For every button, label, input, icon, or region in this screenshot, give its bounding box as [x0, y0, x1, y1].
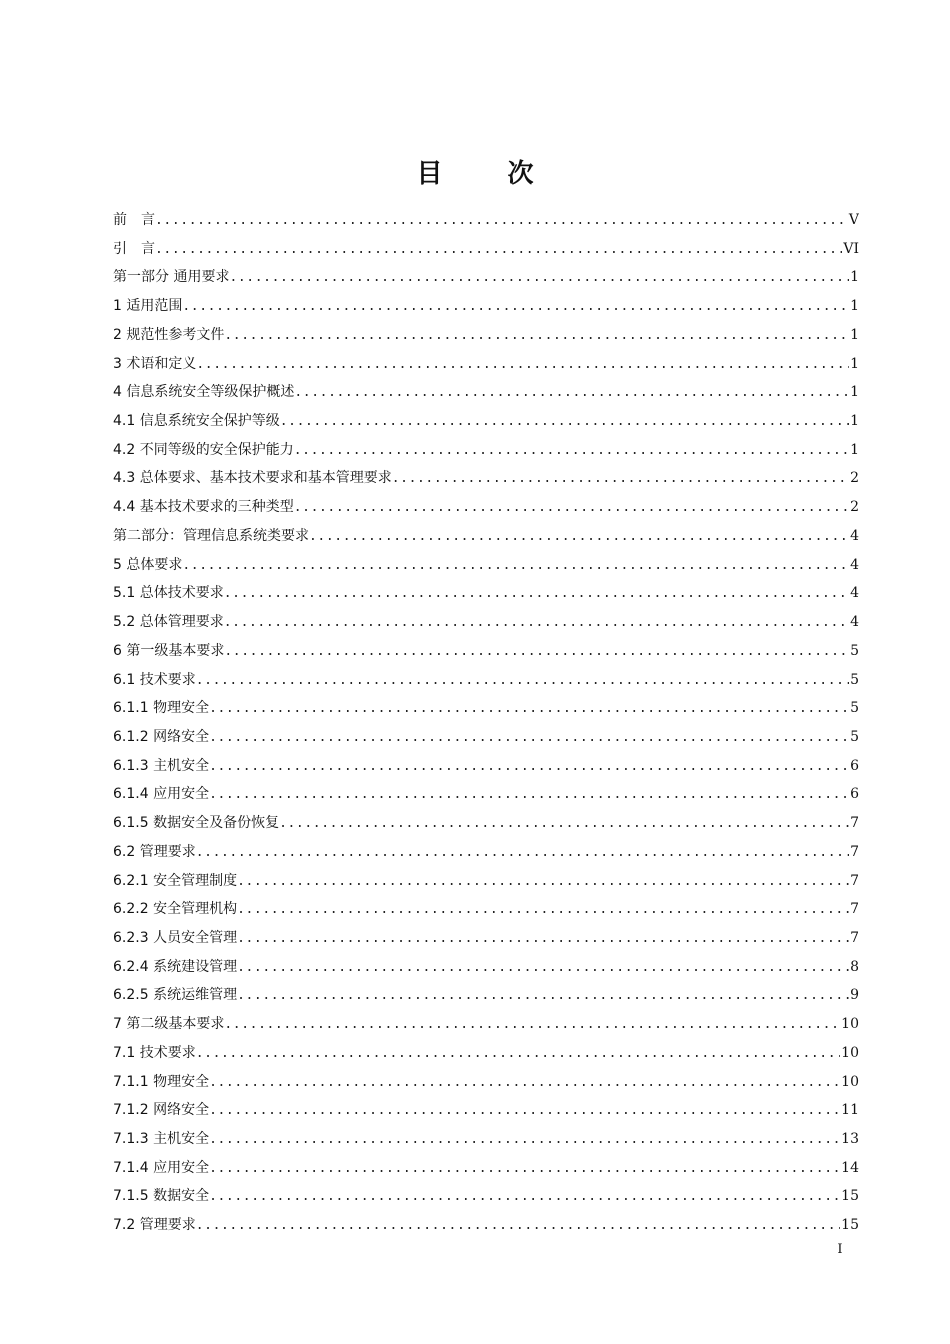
toc-dot-leader — [209, 753, 849, 781]
toc-entry-page: 7 — [850, 901, 859, 918]
page-title: 目 次 — [416, 159, 562, 190]
toc-dot-leader — [392, 465, 849, 493]
toc-entry[interactable] — [113, 809, 859, 838]
table-of-contents — [113, 206, 859, 1240]
toc-entry-page: 1 — [850, 326, 859, 343]
toc-dot-leader — [237, 954, 849, 982]
toc-dot-leader — [209, 724, 849, 752]
toc-entry-page: 7 — [850, 843, 859, 860]
toc-entry-page: 1 — [850, 355, 859, 372]
toc-entry-page: 1 — [850, 269, 859, 286]
toc-entry[interactable] — [113, 263, 859, 292]
toc-entry[interactable] — [113, 694, 859, 723]
toc-entry-label: 7.1.3 主机安全 — [113, 1131, 210, 1147]
toc-entry-label: 5 总体要求 — [113, 556, 183, 573]
toc-entry-page: 4 — [850, 527, 859, 544]
toc-entry-label: 6.1 技术要求 — [113, 671, 196, 688]
toc-entry-label: 6.2.4 系统建设管理 — [113, 958, 238, 975]
toc-entry[interactable] — [113, 436, 859, 465]
toc-dot-leader — [294, 494, 849, 522]
toc-entry-label: 4.4 基本技术要求的三种类型 — [113, 499, 294, 516]
toc-entry[interactable] — [113, 752, 859, 781]
toc-entry[interactable] — [113, 637, 859, 666]
toc-entry-page: 5 — [850, 642, 859, 659]
page-number: I — [837, 1242, 843, 1257]
toc-entry[interactable] — [113, 1182, 859, 1211]
toc-entry-page: 5 — [850, 728, 859, 745]
toc-entry-page: 1 — [850, 413, 859, 430]
toc-entry-label: 6.2.1 安全管理制度 — [113, 872, 238, 889]
toc-entry-label: 6.1.1 物理安全 — [113, 700, 210, 717]
toc-entry[interactable] — [113, 1125, 859, 1154]
toc-entry-label: 7.1.1 物理安全 — [113, 1073, 210, 1090]
toc-dot-leader — [196, 839, 849, 867]
toc-entry-page: 14 — [841, 1159, 859, 1176]
toc-dot-leader — [237, 896, 849, 924]
toc-entry-page: 6 — [850, 757, 859, 774]
toc-entry-page: 5 — [850, 671, 859, 688]
toc-dot-leader — [224, 322, 849, 350]
toc-dot-leader — [224, 1011, 840, 1039]
toc-dot-leader — [155, 236, 842, 264]
toc-dot-leader — [229, 264, 849, 292]
toc-entry[interactable] — [113, 608, 859, 637]
toc-dot-leader — [224, 638, 849, 666]
toc-entry-label: 7.1.4 应用安全 — [113, 1159, 210, 1176]
toc-dot-leader — [209, 1097, 840, 1125]
toc-entry[interactable] — [113, 666, 859, 695]
toc-entry-label: 3 术语和定义 — [113, 355, 197, 372]
toc-entry[interactable] — [113, 1039, 859, 1068]
toc-entry-label: 6.2.5 系统运维管理 — [113, 987, 238, 1004]
toc-entry[interactable] — [113, 206, 859, 235]
toc-entry-page: 8 — [850, 958, 859, 975]
toc-entry[interactable] — [113, 1154, 859, 1183]
toc-entry[interactable] — [113, 867, 859, 896]
toc-entry[interactable] — [113, 551, 859, 580]
toc-entry-page: 1 — [850, 384, 859, 401]
toc-entry-page: 15 — [841, 1188, 859, 1205]
toc-entry-page: 5 — [850, 700, 859, 717]
toc-entry-label: 7 第二级基本要求 — [113, 1016, 225, 1033]
toc-entry-page: VI — [843, 240, 859, 257]
toc-dot-leader — [209, 695, 849, 723]
toc-entry[interactable] — [113, 924, 859, 953]
toc-entry[interactable] — [113, 522, 859, 551]
toc-dot-leader — [209, 1069, 840, 1097]
toc-entry-label: 4 信息系统安全等级保护概述 — [113, 384, 295, 401]
toc-entry-label: 7.1.5 数据安全 — [113, 1188, 210, 1205]
toc-entry-page: 6 — [850, 786, 859, 803]
toc-entry[interactable] — [113, 1096, 859, 1125]
toc-entry[interactable] — [113, 1211, 859, 1240]
toc-entry-label: 第一部分 通用要求 — [113, 269, 230, 286]
toc-entry-label: 引 言 — [113, 240, 155, 257]
toc-dot-leader — [280, 408, 849, 436]
toc-entry[interactable] — [113, 895, 859, 924]
toc-entry-page: 11 — [841, 1102, 859, 1119]
toc-dot-leader — [294, 379, 849, 407]
toc-entry-label: 6 第一级基本要求 — [113, 642, 225, 659]
toc-dot-leader — [196, 351, 849, 379]
toc-entry-page: 7 — [850, 872, 859, 889]
toc-entry-label: 6.1.3 主机安全 — [113, 757, 210, 774]
toc-dot-leader — [294, 437, 849, 465]
toc-dot-leader — [155, 207, 848, 235]
toc-entry[interactable] — [113, 321, 859, 350]
toc-dot-leader — [237, 868, 849, 896]
toc-entry-label: 6.1.4 应用安全 — [113, 786, 210, 803]
toc-entry-page: 2 — [850, 499, 859, 516]
toc-entry[interactable] — [113, 1010, 859, 1039]
toc-entry-page: 1 — [850, 298, 859, 315]
toc-entry[interactable] — [113, 838, 859, 867]
toc-entry[interactable] — [113, 350, 859, 379]
toc-entry-page: 10 — [841, 1016, 859, 1033]
toc-entry-page: 4 — [850, 556, 859, 573]
toc-entry[interactable] — [113, 235, 859, 264]
toc-entry-page: 2 — [850, 470, 859, 487]
toc-dot-leader — [224, 580, 849, 608]
toc-entry[interactable] — [113, 464, 859, 493]
toc-entry-page: 4 — [850, 585, 859, 602]
toc-dot-leader — [237, 925, 849, 953]
toc-dot-leader — [209, 1126, 840, 1154]
toc-entry[interactable] — [113, 407, 859, 436]
toc-dot-leader — [209, 781, 849, 809]
toc-dot-leader — [209, 1183, 840, 1211]
toc-dot-leader — [182, 552, 849, 580]
toc-entry-page: 4 — [850, 614, 859, 631]
toc-entry-label: 7.2 管理要求 — [113, 1217, 196, 1234]
toc-entry[interactable] — [113, 579, 859, 608]
toc-dot-leader — [196, 1212, 840, 1240]
toc-entry-page: 10 — [841, 1044, 859, 1061]
toc-entry[interactable] — [113, 1068, 859, 1097]
toc-dot-leader — [182, 293, 849, 321]
toc-entry-label: 4.1 信息系统安全保护等级 — [113, 413, 280, 430]
toc-entry[interactable] — [113, 493, 859, 522]
toc-entry-label: 7.1.2 网络安全 — [113, 1102, 210, 1119]
toc-entry-label: 6.2 管理要求 — [113, 843, 196, 860]
toc-entry[interactable] — [113, 953, 859, 982]
toc-entry[interactable] — [113, 292, 859, 321]
toc-entry-label: 2 规范性参考文件 — [113, 326, 225, 343]
toc-dot-leader — [309, 523, 849, 551]
toc-entry-label: 6.2.3 人员安全管理 — [113, 929, 238, 946]
toc-dot-leader — [237, 982, 849, 1010]
toc-entry[interactable] — [113, 981, 859, 1010]
toc-entry-label: 1 适用范围 — [113, 298, 183, 315]
toc-entry-label: 5.1 总体技术要求 — [113, 585, 224, 602]
toc-entry-page: 13 — [841, 1131, 859, 1147]
toc-entry-label: 前 言 — [113, 212, 155, 228]
toc-entry-label: 4.2 不同等级的安全保护能力 — [113, 441, 294, 458]
toc-entry-page: 15 — [841, 1217, 859, 1234]
toc-entry-label: 5.2 总体管理要求 — [113, 614, 224, 631]
toc-entry-label: 第二部分：管理信息系统类要求 — [113, 527, 309, 544]
toc-dot-leader — [209, 1155, 840, 1183]
toc-dot-leader — [196, 667, 849, 695]
toc-dot-leader — [279, 810, 849, 838]
toc-dot-leader — [196, 1040, 840, 1068]
toc-entry-page: 7 — [850, 815, 859, 832]
toc-entry-label: 7.1 技术要求 — [113, 1044, 196, 1061]
toc-entry-page: 9 — [850, 987, 859, 1004]
toc-entry-page: 1 — [850, 441, 859, 458]
toc-entry-label: 6.2.2 安全管理机构 — [113, 901, 238, 918]
toc-dot-leader — [224, 609, 849, 637]
toc-entry-page: 7 — [850, 929, 859, 946]
toc-entry-page: 10 — [841, 1073, 859, 1090]
toc-entry[interactable] — [113, 378, 859, 407]
toc-entry[interactable] — [113, 723, 859, 752]
toc-entry[interactable] — [113, 780, 859, 809]
toc-entry-label: 6.1.5 数据安全及备份恢复 — [113, 815, 280, 832]
toc-entry-page: V — [848, 212, 859, 228]
toc-entry-label: 4.3 总体要求、基本技术要求和基本管理要求 — [113, 470, 392, 487]
toc-entry-label: 6.1.2 网络安全 — [113, 728, 210, 745]
